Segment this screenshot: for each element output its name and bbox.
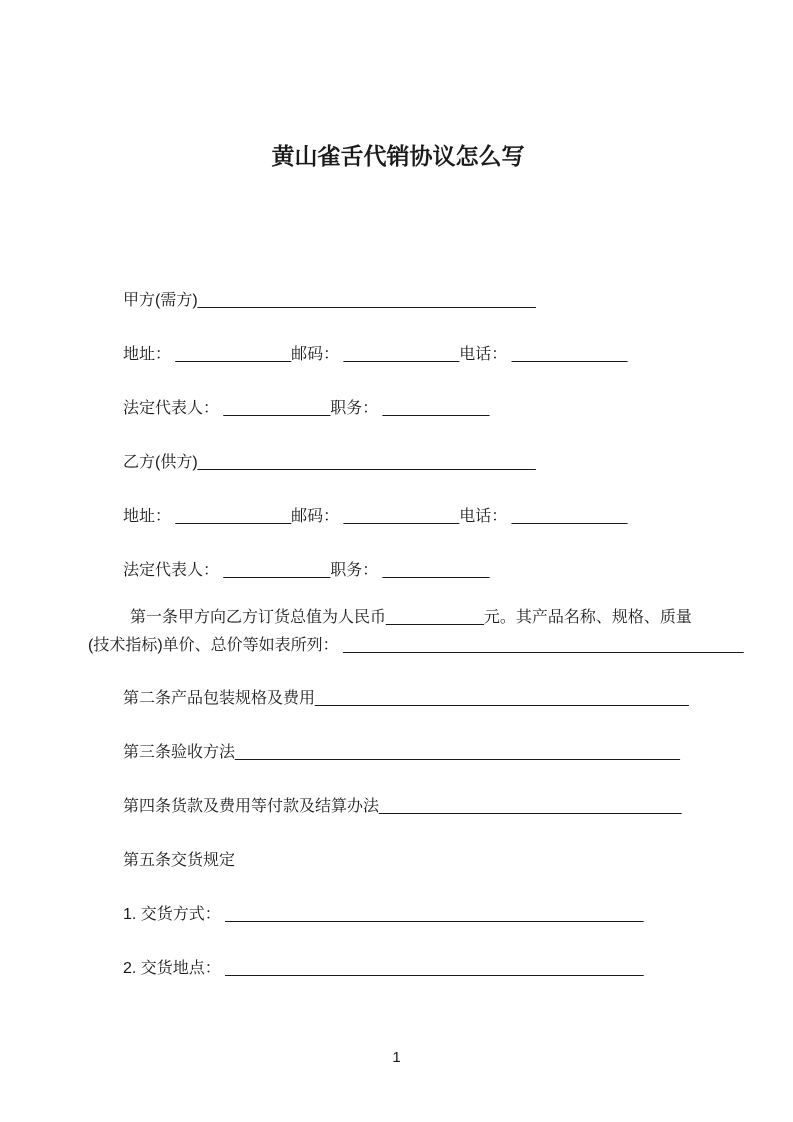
clause-2-line: 第二条产品包装规格及费用__________________________________________ [123, 690, 689, 707]
party-b-address-line: 地址： _____________邮码： _____________电话： _____________ [123, 508, 628, 525]
delivery-place-line: 2. 交货地点： _______________________________________________ [123, 960, 644, 977]
page-number: 1 [392, 1049, 401, 1066]
clause-4-line: 第四条货款及费用等付款及结算办法__________________________________ [123, 798, 682, 815]
party-a-address-line: 地址： _____________邮码： _____________电话： _____________ [123, 346, 628, 363]
delivery-method-line: 1. 交货方式： _______________________________________________ [123, 906, 644, 923]
clause-5-line: 第五条交货规定 [123, 852, 236, 869]
party-b-line: 乙方(供方)______________________________________ [123, 454, 536, 471]
party-b-representative-line: 法定代表人： ____________职务： ____________ [123, 562, 490, 579]
party-a-representative-line: 法定代表人： ____________职务： ____________ [123, 400, 490, 417]
clause-1-line-2: (技术指标)单价、总价等如表所列： _____________________________________________ [88, 637, 744, 654]
party-a-line: 甲方(需方)______________________________________ [123, 292, 536, 309]
document-title: 黄山雀舌代销协议怎么写 [271, 143, 525, 169]
clause-3-line: 第三条验收方法__________________________________________________ [123, 744, 680, 761]
clause-1-line-1: 第一条甲方向乙方订货总值为人民币___________元。其产品名称、规格、质量 [130, 609, 692, 626]
